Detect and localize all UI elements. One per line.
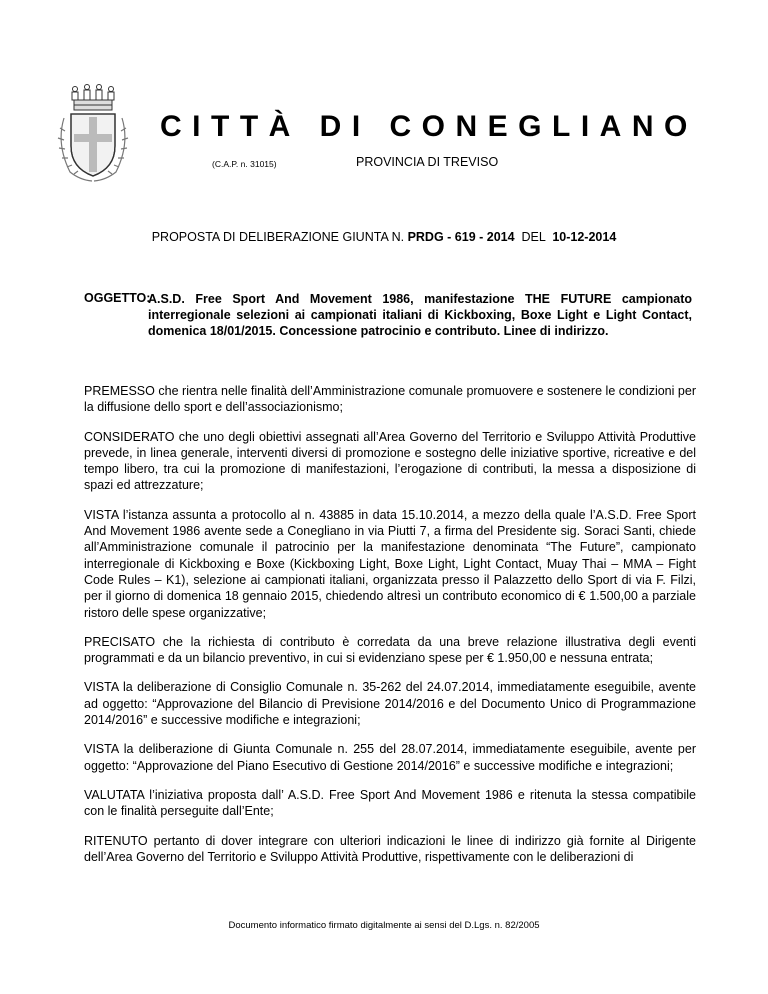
- subject-text: A.S.D. Free Sport And Movement 1986, manifestazione THE FUTURE campionato interregionale selezioni ai campionati italiani di Kickboxing, Boxe Light e Light Contact, domenica 18/01/2015. Concessione patrocinio e contributo. Linee di indirizzo.: [148, 292, 692, 338]
- paragraph-ritenuto: RITENUTO pertanto di dover integrare con ulteriori indicazioni le linee di indirizzo già fornite al Dirigente dell’Area Governo del Territorio e Sviluppo Attività Produttive, rispettivamente con le deliberazioni di: [84, 833, 696, 864]
- paragraph-vista-istanza: VISTA l’istanza assunta a protocollo al n. 43885 in data 15.10.2014, a mezzo della quale l’A.S.D. Free Sport And Movement 1986 avente sede a Conegliano in via Piutti 7, a firma del Presidente sig. Soraci Santi, chiede all’Amministrazione comunale il patrocinio per la manifestazione denominata “The Future”, campionato interregionale di Kickboxing e Boxe (Kickboxing Light, Boxe Light, Light Contact, Muay Thai – MMA – Fight Code Rules – K1), selezione ai campionati italiani, organizzata presso il Palazzetto dello Sport di via F. Filzi, per il giorno di domenica 18 gennaio 2015, chiedendo altresì un contributo economico di € 1.500,00 a parziale ristoro delle spese organizzative;: [84, 507, 696, 620]
- footer-note: Documento informatico firmato digitalmente ai sensi del D.Lgs. n. 82/2005: [228, 920, 540, 931]
- paragraph-precisato: PRECISATO che la richiesta di contributo è corredata da una breve relazione illustrativa degli eventi programmati e da un bilancio preventivo, in cui si evidenziano spese per € 1.950,00 e nessuna entrata;: [84, 634, 696, 666]
- city-title: CITTÀ DI CONEGLIANO: [160, 110, 698, 143]
- paragraph-considerato: CONSIDERATO che uno degli obiettivi assegnati all’Area Governo del Territorio e Sviluppo Attività Produttive prevede, in linea generale, interventi diversi di promozione e sostegno delle iniziative sportive, ricreative e del tempo libero, tra cui la promozione di manifestazioni, l’erogazione di contributi, la messa a disposizione di spazi ed attrezzature;: [84, 429, 696, 493]
- paragraph-vista-giunta: VISTA la deliberazione di Giunta Comunale n. 255 del 28.07.2014, immediatamente eseguibile, avente per oggetto: “Approvazione del Piano Esecutivo di Gestione 2014/2016” e successive modifiche e integrazioni;: [84, 742, 696, 773]
- province-name: PROVINCIA DI TREVISO: [356, 155, 499, 169]
- subject-label: OGGETTO:: [84, 291, 151, 305]
- document-body: [84, 383, 696, 878]
- paragraph-vista-consiglio: VISTA la deliberazione di Consiglio Comunale n. 35-262 del 24.07.2014, immediatamente eseguibile, avente ad oggetto: “Approvazione del Bilancio di Previsione 2014/2016 e del Documento Unico di Programmazione 2014/2016” e successive modifiche e integrazioni;: [84, 680, 696, 728]
- paragraph-premesso: PREMESSO che rientra nelle finalità dell’Amministrazione comunale promuovere e sostenere le condizioni per la diffusione dello sport e dell’associazionismo;: [84, 384, 696, 415]
- proposal-prefix: PROPOSTA DI DELIBERAZIONE GIUNTA N.: [151, 230, 405, 244]
- crown-icon: [72, 85, 114, 111]
- proposal-date: 10-12-2014: [552, 230, 617, 244]
- paragraph-valutata: VALUTATA l’iniziativa proposta dall’ A.S.D. Free Sport And Movement 1986 e ritenuta la stessa compatibile con le finalità perseguite dall’Ente;: [84, 787, 696, 819]
- cap-code: (C.A.P. n. 31015): [212, 159, 277, 169]
- proposal-del: DEL: [521, 230, 546, 244]
- city-crest-logo: [54, 84, 132, 184]
- proposal-number: PRDG - 619 - 2014: [407, 230, 515, 244]
- proposal-heading: [0, 230, 768, 244]
- shield-icon: [71, 114, 115, 176]
